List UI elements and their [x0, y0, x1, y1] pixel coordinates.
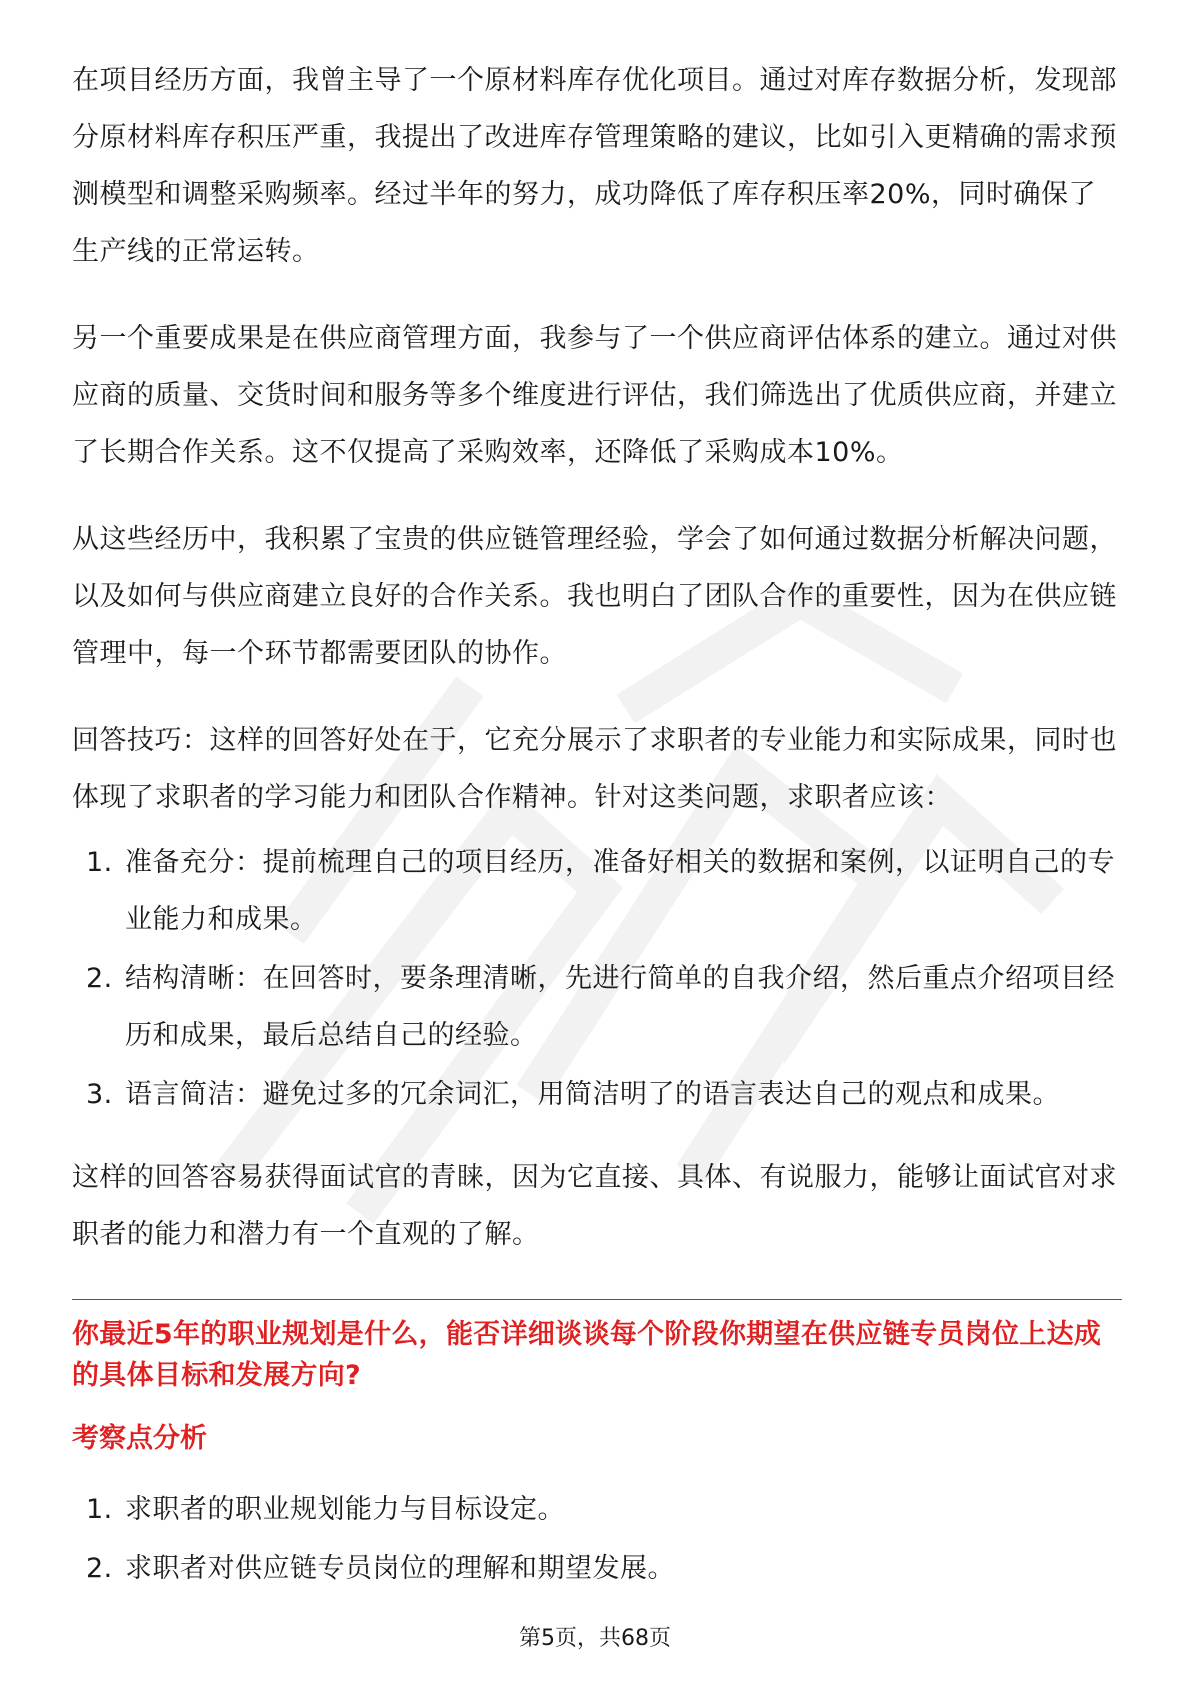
list-number: 3. — [86, 1079, 113, 1110]
list-item — [72, 834, 1122, 948]
list-item — [72, 1066, 1122, 1123]
list-item-text: 求职者对供应链专员岗位的理解和期望发展。 — [125, 1553, 675, 1584]
section-divider — [72, 1299, 1122, 1300]
list-item — [72, 1540, 1122, 1597]
paragraph-project-experience: 在项目经历方面，我曾主导了一个原材料库存优化项目。通过对库存数据分析，发现部分原材料库存积压严重，我提出了改进库存管理策略的建议，比如引入更精确的需求预测模型和调整采购频率。经过半年的努力，成功降低了库存积压率20%，同时确保了生产线的正常运转。 — [72, 65, 1117, 267]
analysis-title: 考察点分析 — [72, 1423, 207, 1454]
paragraph-closing: 这样的回答容易获得面试官的青睐，因为它直接、具体、有说服力，能够让面试官对求职者的能力和潜力有一个直观的了解。 — [72, 1162, 1117, 1250]
list-item-text: 结构清晰：在回答时，要条理清晰，先进行简单的自我介绍，然后重点介绍项目经历和成果，最后总结自己的经验。 — [125, 963, 1115, 1051]
paragraph-supplier-management: 另一个重要成果是在供应商管理方面，我参与了一个供应商评估体系的建立。通过对供应商的质量、交货时间和服务等多个维度进行评估，我们筛选出了优质供应商，并建立了长期合作关系。这不仅提高了采购效率，还降低了采购成本10%。 — [72, 323, 1117, 468]
list-number: 1. — [86, 1494, 113, 1525]
paragraph-answer-tips: 回答技巧：这样的回答好处在于，它充分展示了求职者的专业能力和实际成果，同时也体现了求职者的学习能力和团队合作精神。针对这类问题，求职者应该： — [72, 725, 1117, 813]
tips-list — [72, 834, 1122, 1123]
analysis-list — [72, 1481, 1122, 1597]
interview-question: 你最近5年的职业规划是什么，能否详细谈谈每个阶段你期望在供应链专员岗位上达成的具体目标和发展方向? — [72, 1319, 1102, 1391]
list-number: 2. — [86, 963, 113, 994]
paragraph-experience-summary: 从这些经历中，我积累了宝贵的供应链管理经验，学会了如何通过数据分析解决问题，以及如何与供应商建立良好的合作关系。我也明白了团队合作的重要性，因为在供应链管理中，每一个环节都需要团队的协作。 — [72, 524, 1117, 669]
page-footer: 第5页，共68页 — [519, 1626, 671, 1651]
list-item-text: 准备充分：提前梳理自己的项目经历，准备好相关的数据和案例，以证明自己的专业能力和成果。 — [125, 847, 1115, 935]
list-item — [72, 1481, 1122, 1538]
list-number: 1. — [86, 847, 113, 878]
list-item-text: 求职者的职业规划能力与目标设定。 — [125, 1494, 565, 1525]
document-page — [72, 52, 1122, 1623]
list-number: 2. — [86, 1553, 113, 1584]
list-item — [72, 950, 1122, 1064]
list-item-text: 语言简洁：避免过多的冗余词汇，用简洁明了的语言表达自己的观点和成果。 — [125, 1079, 1060, 1110]
